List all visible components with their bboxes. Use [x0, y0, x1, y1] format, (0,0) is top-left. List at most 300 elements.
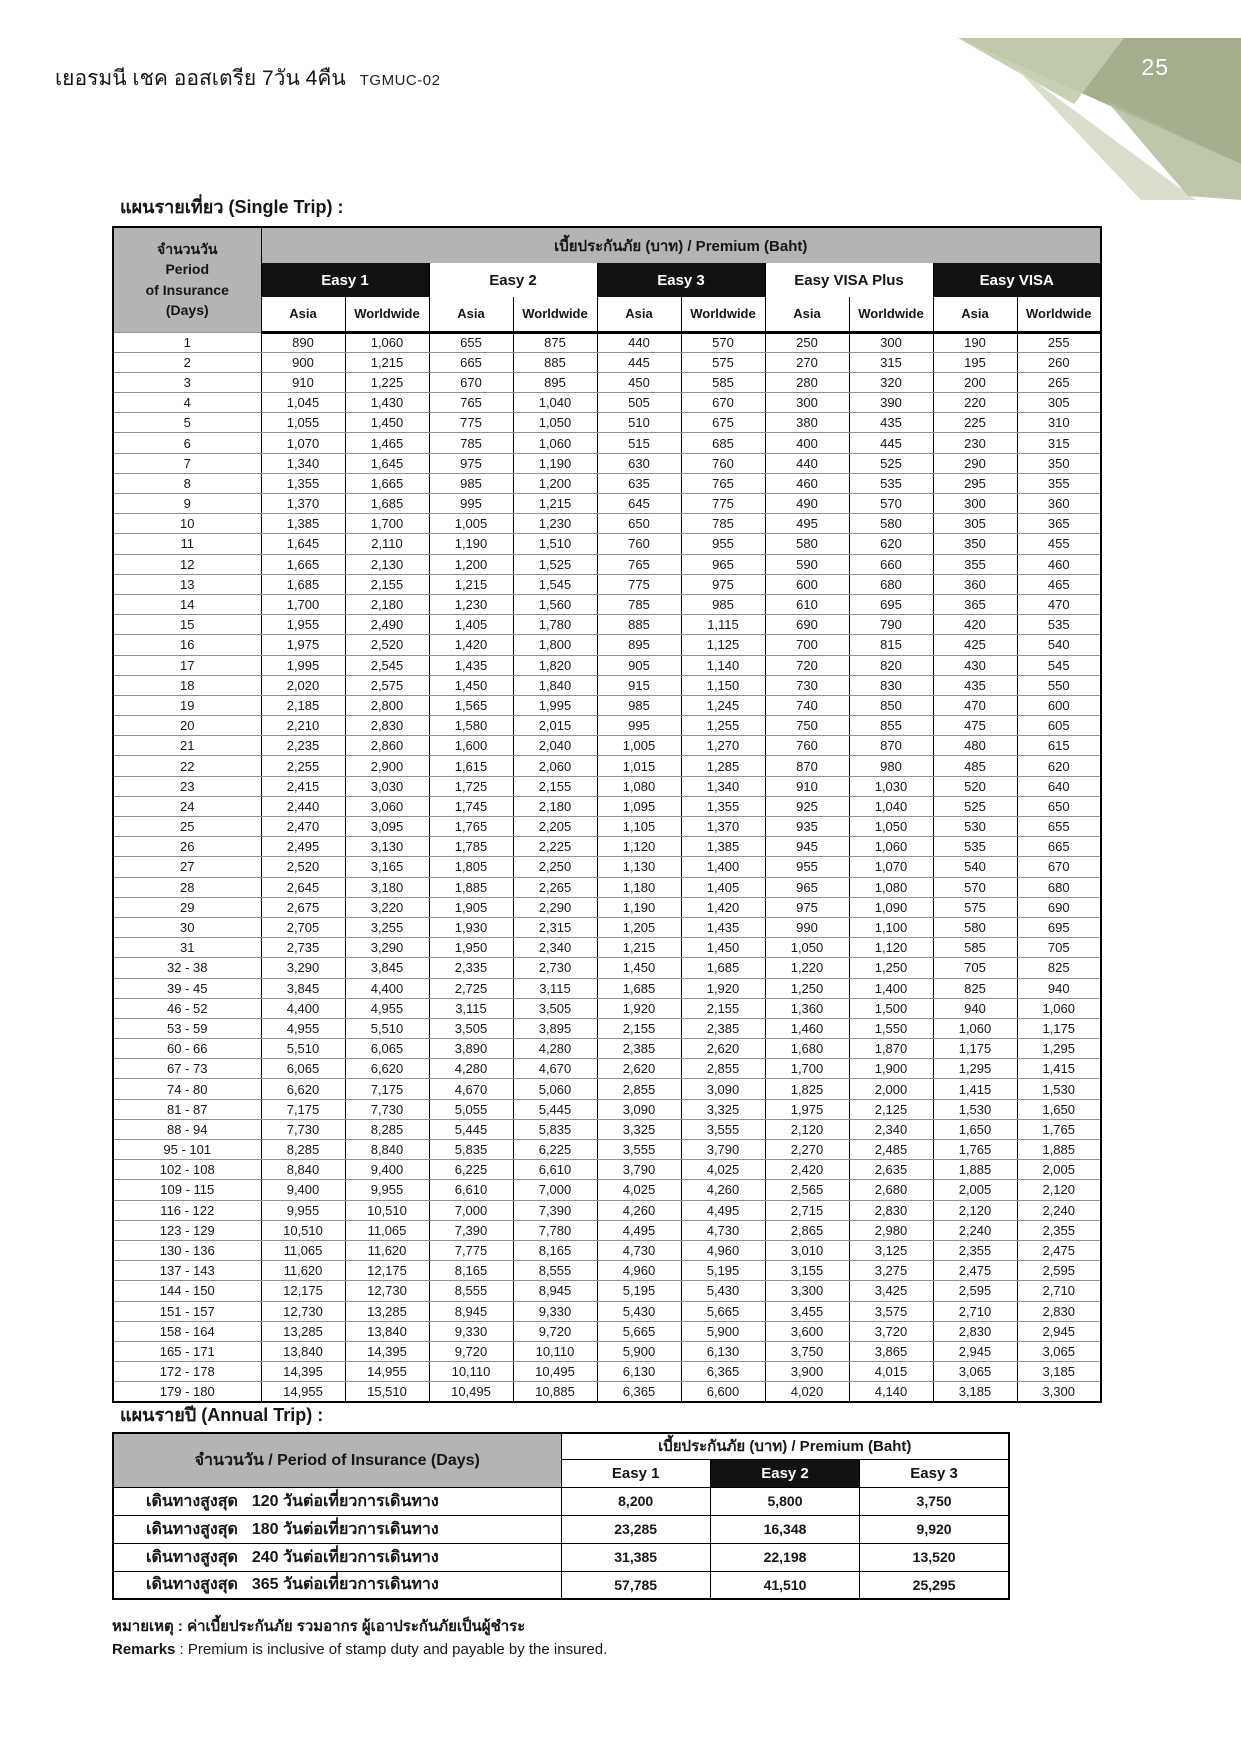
premium-cell: 690 — [765, 615, 849, 635]
premium-cell: 1,950 — [429, 938, 513, 958]
premium-cell: 1,700 — [765, 1059, 849, 1079]
premium-cell: 9,720 — [513, 1321, 597, 1341]
premium-cell: 685 — [681, 433, 765, 453]
table-row — [113, 938, 1101, 958]
premium-cell: 1,765 — [933, 1140, 1017, 1160]
corner-decoration — [956, 38, 1241, 200]
period-cell: 30 — [113, 917, 261, 937]
premium-cell: 515 — [597, 433, 681, 453]
premium-cell: 1,580 — [429, 716, 513, 736]
premium-cell: 1,765 — [429, 817, 513, 837]
table-row — [113, 796, 1101, 816]
premium-cell: 1,460 — [765, 1018, 849, 1038]
table-row — [113, 736, 1101, 756]
premium-cell: 1,100 — [849, 917, 933, 937]
table-row — [113, 695, 1101, 715]
region-header-easy-visa-plus-worldwide: Worldwide — [849, 297, 933, 332]
table-row — [113, 716, 1101, 736]
premium-cell: 4,260 — [681, 1180, 765, 1200]
premium-cell: 2,155 — [597, 1018, 681, 1038]
premium-cell: 1,920 — [597, 998, 681, 1018]
premium-cell: 1,400 — [849, 978, 933, 998]
premium-cell: 975 — [765, 897, 849, 917]
premium-cell: 460 — [1017, 554, 1101, 574]
premium-cell: 4,140 — [849, 1382, 933, 1402]
remarks-block — [112, 1616, 607, 1661]
premium-cell: 985 — [429, 473, 513, 493]
period-cell: 27 — [113, 857, 261, 877]
premium-cell: 1,500 — [849, 998, 933, 1018]
period-cell: 172 - 178 — [113, 1362, 261, 1382]
premium-cell: 1,450 — [681, 938, 765, 958]
premium-cell: 1,220 — [765, 958, 849, 978]
premium-cell: 1,295 — [933, 1059, 1017, 1079]
annual-premium-baht-header: เบี้ยประกันภัย (บาท) / Premium (Baht) — [561, 1433, 1009, 1459]
premium-cell: 760 — [765, 736, 849, 756]
premium-cell: 2,865 — [765, 1220, 849, 1240]
premium-cell: 315 — [849, 352, 933, 372]
premium-cell: 9,400 — [261, 1180, 345, 1200]
premium-cell: 2,270 — [765, 1140, 849, 1160]
premium-cell: 1,385 — [681, 837, 765, 857]
premium-cell: 3,165 — [345, 857, 429, 877]
premium-cell: 1,070 — [261, 433, 345, 453]
premium-cell: 3,790 — [597, 1160, 681, 1180]
premium-cell: 4,495 — [597, 1220, 681, 1240]
premium-cell: 900 — [261, 352, 345, 372]
table-row — [113, 574, 1101, 594]
premium-cell: 200 — [933, 372, 1017, 392]
premium-cell: 2,800 — [345, 695, 429, 715]
premium-cell: 6,620 — [261, 1079, 345, 1099]
premium-cell: 985 — [597, 695, 681, 715]
premium-cell: 6,365 — [597, 1382, 681, 1402]
premium-cell: 1,780 — [513, 615, 597, 635]
premium-cell: 250 — [765, 332, 849, 352]
premium-cell: 380 — [765, 413, 849, 433]
premium-cell: 680 — [849, 574, 933, 594]
premium-cell: 1,270 — [681, 736, 765, 756]
premium-cell: 1,975 — [261, 635, 345, 655]
period-cell: 130 - 136 — [113, 1240, 261, 1260]
annual-premium-cell: 25,295 — [860, 1571, 1009, 1599]
premium-cell: 850 — [849, 695, 933, 715]
premium-cell: 470 — [933, 695, 1017, 715]
premium-cell: 1,295 — [1017, 1039, 1101, 1059]
page-number: 25 — [1141, 54, 1169, 80]
premium-cell: 1,530 — [933, 1099, 1017, 1119]
period-cell: 1 — [113, 332, 261, 352]
premium-cell: 3,220 — [345, 897, 429, 917]
premium-cell: 400 — [765, 433, 849, 453]
premium-cell: 785 — [429, 433, 513, 453]
remark-thai: หมายเหตุ : ค่าเบี้ยประกันภัย รวมอากร ผู้เอาประกันภัยเป็นผู้ชำระ — [112, 1618, 526, 1635]
premium-cell: 5,445 — [513, 1099, 597, 1119]
premium-cell: 2,155 — [345, 574, 429, 594]
annual-period-cell — [113, 1543, 561, 1571]
premium-cell: 3,890 — [429, 1039, 513, 1059]
table-row — [113, 1261, 1101, 1281]
premium-cell: 1,015 — [597, 756, 681, 776]
premium-cell: 13,285 — [345, 1301, 429, 1321]
table-row — [113, 534, 1101, 554]
premium-cell: 190 — [933, 332, 1017, 352]
region-header-easy-3-worldwide: Worldwide — [681, 297, 765, 332]
premium-cell: 600 — [765, 574, 849, 594]
premium-cell: 12,730 — [345, 1281, 429, 1301]
premium-cell: 420 — [933, 615, 1017, 635]
period-cell: 88 - 94 — [113, 1119, 261, 1139]
premium-cell: 1,920 — [681, 978, 765, 998]
premium-cell: 3,600 — [765, 1321, 849, 1341]
premium-cell: 2,015 — [513, 716, 597, 736]
table-row — [113, 413, 1101, 433]
premium-cell: 990 — [765, 917, 849, 937]
table-row — [113, 1059, 1101, 1079]
premium-cell: 2,440 — [261, 796, 345, 816]
premium-cell: 445 — [849, 433, 933, 453]
premium-cell: 540 — [933, 857, 1017, 877]
premium-cell: 280 — [765, 372, 849, 392]
premium-cell: 11,065 — [345, 1220, 429, 1240]
premium-cell: 305 — [1017, 393, 1101, 413]
corner-triangles-graphic — [956, 38, 1241, 200]
premium-cell: 1,150 — [681, 675, 765, 695]
premium-cell: 2,180 — [345, 594, 429, 614]
annual-premium-cell: 8,200 — [561, 1487, 710, 1515]
premium-cell: 1,205 — [597, 917, 681, 937]
premium-cell: 830 — [849, 675, 933, 695]
premium-cell: 775 — [429, 413, 513, 433]
premium-cell: 1,340 — [261, 453, 345, 473]
annual-premium-cell: 13,520 — [860, 1543, 1009, 1571]
premium-cell: 1,530 — [1017, 1079, 1101, 1099]
premium-cell: 360 — [1017, 494, 1101, 514]
premium-cell: 1,885 — [429, 877, 513, 897]
table-row — [113, 1018, 1101, 1038]
premium-cell: 1,415 — [933, 1079, 1017, 1099]
period-cell: 16 — [113, 635, 261, 655]
premium-cell: 2,860 — [345, 736, 429, 756]
period-cell: 23 — [113, 776, 261, 796]
premium-cell: 2,415 — [261, 776, 345, 796]
premium-cell: 1,050 — [849, 817, 933, 837]
premium-cell: 9,330 — [513, 1301, 597, 1321]
premium-cell: 5,055 — [429, 1099, 513, 1119]
premium-cell: 2,945 — [1017, 1321, 1101, 1341]
premium-cell: 3,300 — [1017, 1382, 1101, 1402]
premium-cell: 440 — [765, 453, 849, 473]
premium-cell: 760 — [597, 534, 681, 554]
premium-cell: 910 — [261, 372, 345, 392]
premium-cell: 1,215 — [429, 574, 513, 594]
premium-cell: 1,175 — [1017, 1018, 1101, 1038]
premium-cell: 870 — [849, 736, 933, 756]
premium-cell: 995 — [429, 494, 513, 514]
premium-cell: 4,020 — [765, 1382, 849, 1402]
table-row — [113, 473, 1101, 493]
premium-cell: 1,420 — [429, 635, 513, 655]
premium-cell: 7,390 — [513, 1200, 597, 1220]
premium-cell: 12,730 — [261, 1301, 345, 1321]
premium-cell: 670 — [681, 393, 765, 413]
premium-cell: 2,675 — [261, 897, 345, 917]
premium-cell: 1,665 — [261, 554, 345, 574]
premium-cell: 1,745 — [429, 796, 513, 816]
premium-cell: 585 — [681, 372, 765, 392]
premium-cell: 1,550 — [849, 1018, 933, 1038]
premium-cell: 495 — [765, 514, 849, 534]
table-row — [113, 635, 1101, 655]
premium-cell: 1,975 — [765, 1099, 849, 1119]
annual-premium-cell: 57,785 — [561, 1571, 710, 1599]
premium-cell: 1,825 — [765, 1079, 849, 1099]
annual-trip-table — [112, 1432, 1010, 1600]
region-header-easy-visa-worldwide: Worldwide — [1017, 297, 1101, 332]
premium-cell: 440 — [597, 332, 681, 352]
premium-cell: 2,635 — [849, 1160, 933, 1180]
premium-cell: 4,955 — [261, 1018, 345, 1038]
premium-cell: 3,255 — [345, 917, 429, 937]
annual-period-cell — [113, 1571, 561, 1599]
period-cell: 116 - 122 — [113, 1200, 261, 1220]
premium-cell: 300 — [765, 393, 849, 413]
premium-cell: 2,475 — [1017, 1240, 1101, 1260]
premium-cell: 435 — [933, 675, 1017, 695]
premium-cell: 3,275 — [849, 1261, 933, 1281]
premium-cell: 2,315 — [513, 917, 597, 937]
premium-cell: 1,050 — [513, 413, 597, 433]
premium-cell: 1,905 — [429, 897, 513, 917]
period-cell: 74 - 80 — [113, 1079, 261, 1099]
premium-cell: 1,355 — [681, 796, 765, 816]
premium-cell: 2,185 — [261, 695, 345, 715]
premium-cell: 540 — [1017, 635, 1101, 655]
premium-cell: 1,080 — [597, 776, 681, 796]
premium-cell: 195 — [933, 352, 1017, 372]
premium-cell: 4,015 — [849, 1362, 933, 1382]
premium-cell: 2,565 — [765, 1180, 849, 1200]
premium-cell: 1,190 — [513, 453, 597, 473]
premium-cell: 520 — [933, 776, 1017, 796]
plan-header-easy-1: Easy 1 — [261, 263, 429, 297]
days-per-trip-label: 120 วันต่อเที่ยวการเดินทาง — [251, 1492, 439, 1510]
trip-code: TGMUC-02 — [359, 72, 441, 89]
period-cell: 3 — [113, 372, 261, 392]
premium-cell: 1,930 — [429, 917, 513, 937]
annual-period-cell — [113, 1487, 561, 1515]
premium-cell: 4,730 — [681, 1220, 765, 1240]
premium-cell: 2,725 — [429, 978, 513, 998]
premium-cell: 785 — [597, 594, 681, 614]
premium-cell: 4,025 — [681, 1160, 765, 1180]
premium-cell: 8,165 — [429, 1261, 513, 1281]
premium-cell: 3,325 — [597, 1119, 681, 1139]
premium-cell: 1,250 — [765, 978, 849, 998]
premium-cell: 5,430 — [597, 1301, 681, 1321]
premium-cell: 3,030 — [345, 776, 429, 796]
premium-cell: 1,405 — [429, 615, 513, 635]
premium-cell: 265 — [1017, 372, 1101, 392]
premium-cell: 3,425 — [849, 1281, 933, 1301]
premium-cell: 525 — [849, 453, 933, 473]
premium-cell: 8,840 — [261, 1160, 345, 1180]
premium-cell: 885 — [513, 352, 597, 372]
premium-cell: 2,290 — [513, 897, 597, 917]
premium-cell: 5,665 — [681, 1301, 765, 1321]
premium-cell: 1,230 — [429, 594, 513, 614]
premium-cell: 915 — [597, 675, 681, 695]
premium-cell: 1,995 — [513, 695, 597, 715]
premium-cell: 2,385 — [597, 1039, 681, 1059]
premium-cell: 5,900 — [597, 1341, 681, 1361]
premium-cell: 1,840 — [513, 675, 597, 695]
premium-cell: 3,090 — [681, 1079, 765, 1099]
annual-trip-section-title: แผนรายปี (Annual Trip) : — [120, 1405, 324, 1425]
premium-cell: 670 — [429, 372, 513, 392]
plan-header-easy-3: Easy 3 — [597, 263, 765, 297]
premium-cell: 905 — [597, 655, 681, 675]
period-cell: 158 - 164 — [113, 1321, 261, 1341]
premium-cell: 2,495 — [261, 837, 345, 857]
premium-cell: 785 — [681, 514, 765, 534]
table-row — [113, 897, 1101, 917]
premium-cell: 1,650 — [1017, 1099, 1101, 1119]
premium-cell: 1,060 — [513, 433, 597, 453]
premium-cell: 1,650 — [933, 1119, 1017, 1139]
period-cell: 32 - 38 — [113, 958, 261, 978]
period-cell: 165 - 171 — [113, 1341, 261, 1361]
premium-cell: 1,800 — [513, 635, 597, 655]
premium-cell: 1,200 — [513, 473, 597, 493]
premium-cell: 350 — [1017, 453, 1101, 473]
annual-premium-cell: 41,510 — [710, 1571, 859, 1599]
premium-cell: 1,105 — [597, 817, 681, 837]
premium-cell: 3,720 — [849, 1321, 933, 1341]
period-cell: 102 - 108 — [113, 1160, 261, 1180]
premium-cell: 390 — [849, 393, 933, 413]
premium-cell: 1,415 — [1017, 1059, 1101, 1079]
premium-cell: 695 — [849, 594, 933, 614]
premium-cell: 475 — [933, 716, 1017, 736]
premium-cell: 6,225 — [513, 1140, 597, 1160]
premium-cell: 1,225 — [345, 372, 429, 392]
premium-cell: 875 — [513, 332, 597, 352]
premium-cell: 7,175 — [261, 1099, 345, 1119]
premium-cell: 2,595 — [933, 1281, 1017, 1301]
premium-cell: 1,115 — [681, 615, 765, 635]
period-cell: 15 — [113, 615, 261, 635]
premium-cell: 2,475 — [933, 1261, 1017, 1281]
premium-cell: 3,060 — [345, 796, 429, 816]
premium-cell: 3,065 — [1017, 1341, 1101, 1361]
annual-plan-header-easy-1: Easy 1 — [561, 1459, 710, 1487]
premium-cell: 3,290 — [345, 938, 429, 958]
premium-cell: 1,070 — [849, 857, 933, 877]
premium-cell: 1,180 — [597, 877, 681, 897]
annual-premium-cell: 16,348 — [710, 1515, 859, 1543]
premium-cell: 895 — [513, 372, 597, 392]
premium-cell: 1,900 — [849, 1059, 933, 1079]
premium-cell: 2,855 — [681, 1059, 765, 1079]
premium-cell: 630 — [597, 453, 681, 473]
premium-cell: 3,900 — [765, 1362, 849, 1382]
premium-cell: 1,805 — [429, 857, 513, 877]
premium-cell: 2,235 — [261, 736, 345, 756]
period-cell: 151 - 157 — [113, 1301, 261, 1321]
premium-cell: 2,240 — [933, 1220, 1017, 1240]
premium-cell: 6,130 — [681, 1341, 765, 1361]
premium-cell: 2,490 — [345, 615, 429, 635]
premium-cell: 4,730 — [597, 1240, 681, 1260]
premium-cell: 3,180 — [345, 877, 429, 897]
premium-cell: 225 — [933, 413, 1017, 433]
premium-cell: 295 — [933, 473, 1017, 493]
premium-cell: 3,115 — [429, 998, 513, 1018]
premium-cell: 4,955 — [345, 998, 429, 1018]
premium-cell: 220 — [933, 393, 1017, 413]
premium-cell: 2,855 — [597, 1079, 681, 1099]
premium-cell: 650 — [1017, 796, 1101, 816]
document-header — [55, 62, 440, 95]
period-cell: 14 — [113, 594, 261, 614]
period-cell: 20 — [113, 716, 261, 736]
premium-cell: 2,470 — [261, 817, 345, 837]
premium-cell: 255 — [1017, 332, 1101, 352]
premium-cell: 490 — [765, 494, 849, 514]
premium-cell: 645 — [597, 494, 681, 514]
table-row — [113, 1543, 1009, 1571]
table-row — [113, 1119, 1101, 1139]
premium-cell: 580 — [765, 534, 849, 554]
table-row — [113, 978, 1101, 998]
premium-cell: 425 — [933, 635, 1017, 655]
table-row — [113, 594, 1101, 614]
premium-cell: 1,140 — [681, 655, 765, 675]
period-of-insurance-header — [113, 227, 261, 332]
premium-cell: 5,510 — [261, 1039, 345, 1059]
premium-cell: 1,615 — [429, 756, 513, 776]
premium-cell: 965 — [765, 877, 849, 897]
premium-cell: 570 — [681, 332, 765, 352]
max-travel-label: เดินทางสูงสุด — [146, 1576, 238, 1594]
period-cell: 6 — [113, 433, 261, 453]
period-cell: 11 — [113, 534, 261, 554]
period-cell: 2 — [113, 352, 261, 372]
annual-premium-cell: 23,285 — [561, 1515, 710, 1543]
premium-cell: 760 — [681, 453, 765, 473]
premium-cell: 1,005 — [429, 514, 513, 534]
table-row — [113, 917, 1101, 937]
premium-cell: 2,120 — [1017, 1180, 1101, 1200]
premium-cell: 14,955 — [261, 1382, 345, 1402]
premium-cell: 1,255 — [681, 716, 765, 736]
premium-cell: 575 — [681, 352, 765, 372]
premium-cell: 365 — [1017, 514, 1101, 534]
premium-cell: 2,210 — [261, 716, 345, 736]
single-trip-section-title: แผนรายเที่ยว (Single Trip) : — [120, 197, 344, 217]
premium-cell: 8,840 — [345, 1140, 429, 1160]
premium-cell: 4,670 — [513, 1059, 597, 1079]
period-cell: 10 — [113, 514, 261, 534]
table-row — [113, 1362, 1101, 1382]
premium-cell: 1,400 — [681, 857, 765, 877]
period-cell: 24 — [113, 796, 261, 816]
premium-cell: 2,710 — [1017, 1281, 1101, 1301]
premium-cell: 665 — [429, 352, 513, 372]
annual-period-header: จำนวนวัน / Period of Insurance (Days) — [113, 1433, 561, 1487]
premium-cell: 530 — [933, 817, 1017, 837]
